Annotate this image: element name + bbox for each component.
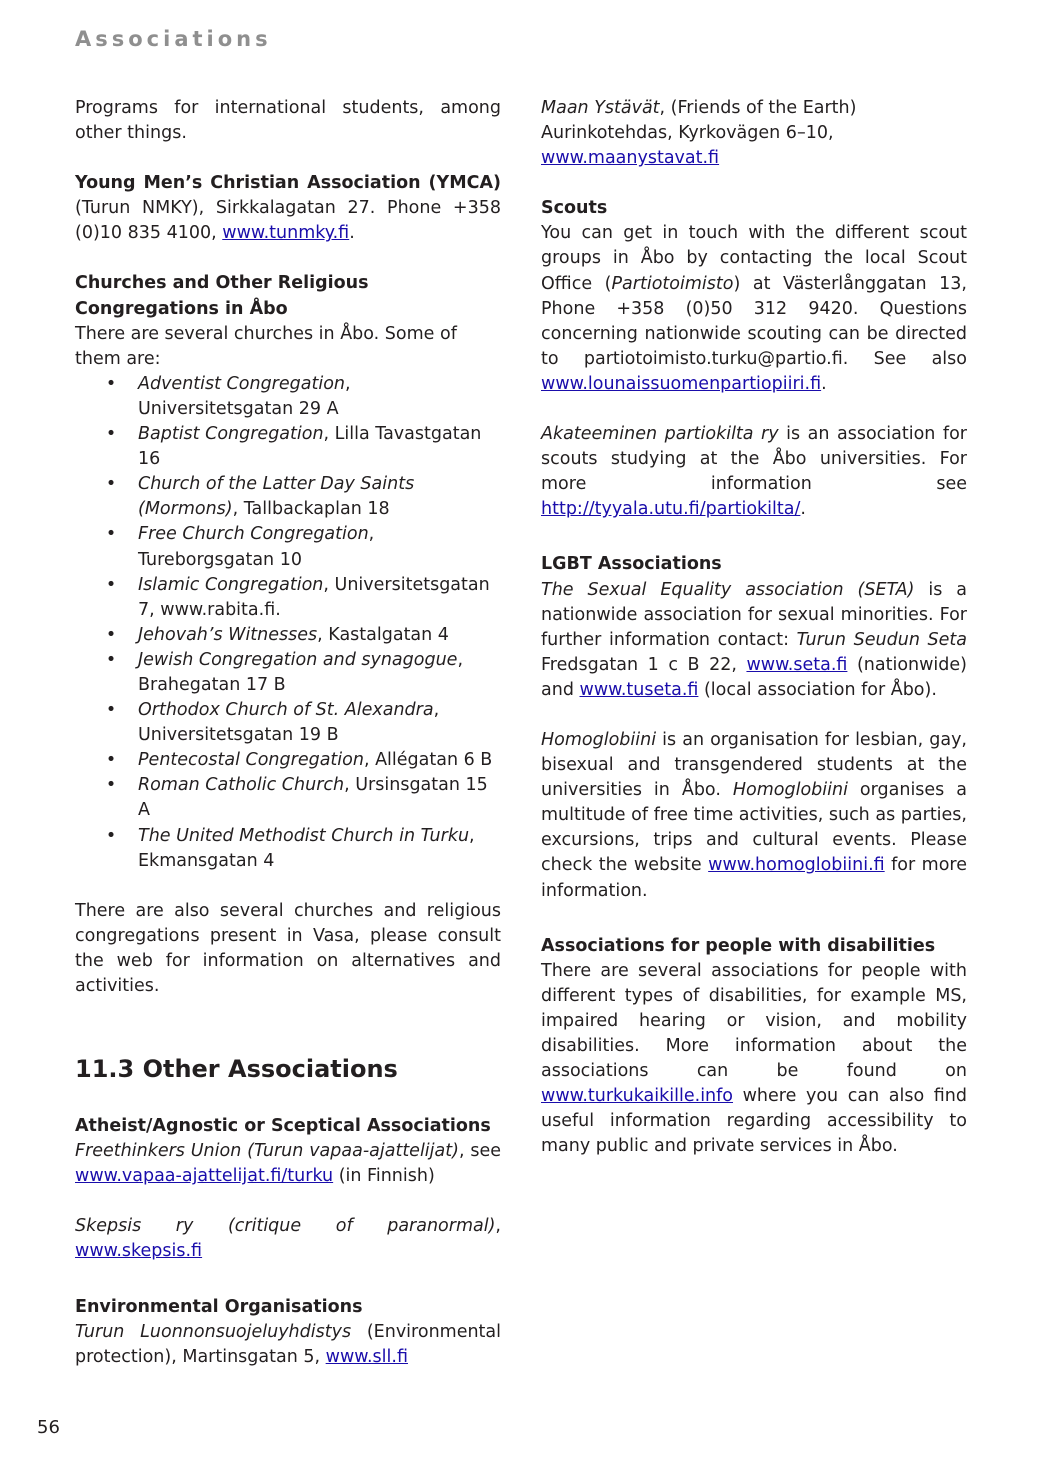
left-column <box>75 96 501 1370</box>
environment-heading: Environmental Organisations <box>75 1296 363 1317</box>
intro-paragraph: Programs for international students, among other things. <box>75 98 501 144</box>
page-number: 56 <box>37 1417 60 1438</box>
church-address: , Universitetsgatan 7, www.rabita.fi. <box>138 574 490 620</box>
bullet-icon: • <box>105 373 117 394</box>
list-item <box>75 698 501 748</box>
scouts-link[interactable]: www.lounaissuomenpartiopiiri.fi <box>541 373 822 394</box>
church-name: The United Methodist Church in Turku <box>138 825 470 846</box>
church-name: Adventist Congregation <box>138 373 346 394</box>
tuseta-link[interactable]: www.tuseta.fi <box>579 679 699 700</box>
running-head: Associations <box>75 27 272 51</box>
bullet-icon: • <box>105 700 117 721</box>
list-item <box>75 573 501 623</box>
church-address: , Allégatan 6 B <box>363 750 493 771</box>
ymca-link[interactable]: www.tunmky.fi <box>222 223 350 244</box>
bullet-icon: • <box>105 775 117 796</box>
church-name: Baptist Congregation <box>138 424 324 445</box>
atheist-paragraph: Freethinkers Union (Turun vapaa-ajattelijat), see www.vapaa-ajattelijat.fi/turku (in Finnish) <box>75 1141 501 1187</box>
bullet-icon: • <box>105 649 117 670</box>
partiokilta-link[interactable]: http://tyyala.utu.fi/partiokilta/ <box>541 499 801 520</box>
church-name: Church of the Latter Day Saints (Mormons) <box>138 474 415 520</box>
churches-heading: Churches and Other Religious Congregations in Åbo <box>75 273 369 319</box>
homoglobiini-link[interactable]: www.homoglobiini.fi <box>708 855 885 876</box>
right-column <box>541 96 967 1159</box>
church-address: , Ursinsgatan 15 A <box>138 775 488 821</box>
maan-link[interactable]: www.maanystavat.fi <box>541 148 720 169</box>
ymca-heading: Young Men’s Christian Association (YMCA) <box>75 173 501 194</box>
disabilities-heading: Associations for people with disabilities <box>541 935 936 956</box>
scouts-paragraph: You can get in touch with the different scout groups in Åbo by contacting the local Scout Office (Partiotoimisto) at Västerlånggatan 13, Phone +358 (0)50 312 9420. Questions concerning nationwide scouting can be directed to partiotoimisto.turku@partio.fi. See also www.lounaissuomenpartiopiiri.fi. <box>541 223 967 394</box>
environment-paragraph: Turun Luonnonsuojeluyhdistys (Environmental protection), Martinsgatan 5, www.sll.fi <box>75 1321 502 1367</box>
ymca-paragraph: Young Men’s Christian Association (YMCA) (Turun NMKY), Sirkkalagatan 27. Phone +358 (0)10 835 4100, www.tunmky.fi. <box>75 173 501 244</box>
section-title: 11.3 Other Associations <box>75 1055 398 1084</box>
list-item <box>75 522 501 572</box>
skepsis-link[interactable]: www.skepsis.fi <box>75 1241 203 1262</box>
church-address: , Lilla Tavastgatan 16 <box>138 424 482 470</box>
bullet-icon: • <box>105 574 117 595</box>
bullet-icon: • <box>105 624 117 645</box>
turkukaikille-link[interactable]: www.turkukaikille.info <box>541 1086 734 1107</box>
church-name: Jehovah’s Witnesses <box>138 624 318 645</box>
bullet-icon: • <box>105 424 117 445</box>
environment-link[interactable]: www.sll.fi <box>325 1346 408 1367</box>
church-address: , Universitetsgatan 29 A <box>138 373 351 419</box>
list-item <box>75 748 501 773</box>
partiokilta-paragraph: Akateeminen partiokilta ry is an association for scouts studying at the Åbo universities. For more information see http://tyyala.utu.fi/partiokilta/. <box>541 424 967 520</box>
bullet-icon: • <box>105 474 117 495</box>
bullet-icon: • <box>105 750 117 771</box>
atheist-heading: Atheist/Agnostic or Sceptical Associations <box>75 1116 491 1137</box>
skepsis-paragraph: Skepsis ry (critique of paranormal), www.skepsis.fi <box>75 1216 501 1262</box>
list-item <box>75 422 501 472</box>
homoglobiini-paragraph: Homoglobiini is an organisation for lesbian, gay, bisexual and transgendered students at the universities in Åbo. Homoglobiini organises a multitude of free time activities, such as parties, excursions, trips and cultural events. Please check the website www.homoglobiini.fi for more information. <box>541 729 967 901</box>
scouts-heading: Scouts <box>541 198 608 219</box>
list-item <box>75 824 501 874</box>
lgbt-paragraph: The Sexual Equality association (SETA) is a nationwide association for sexual minorities. For further information contact: Turun Seudun Seta Fredsgatan 1 c B 22, www.seta.fi (nationwide) and www.tuseta.fi (local association for Åbo). <box>541 579 967 700</box>
church-name: Roman Catholic Church <box>138 775 345 796</box>
church-address: , Tureborgsgatan 10 <box>138 524 375 570</box>
church-name: Islamic Congregation <box>138 574 324 595</box>
bullet-icon: • <box>105 825 117 846</box>
church-name: Orthodox Church of St. Alexandra <box>138 700 434 721</box>
church-name: Jewish Congregation and synagogue <box>138 649 458 670</box>
church-list <box>75 372 501 874</box>
atheist-link[interactable]: www.vapaa-ajattelijat.fi/turku <box>75 1166 334 1187</box>
list-item <box>75 472 501 522</box>
church-address: , Tallbackaplan 18 <box>232 499 390 520</box>
church-address: , Universitetsgatan 19 B <box>138 700 440 746</box>
list-item <box>75 372 501 422</box>
church-address: , Kastalgatan 4 <box>317 624 449 645</box>
list-item <box>75 773 501 823</box>
bullet-icon: • <box>105 524 117 545</box>
disabilities-paragraph: There are several associations for people with different types of disabilities, for example MS, impaired hearing or vision, and mobility disabilities. More information about the associations can be found on www.turkukaikille.info where you can also find useful information regarding accessibility to many public and private services in Åbo. <box>541 960 967 1157</box>
church-address: , Brahegatan 17 B <box>138 649 464 695</box>
vasa-paragraph: There are also several churches and religious congregations present in Vasa, please consult the web for information on alternatives and activities. <box>75 900 501 996</box>
list-item <box>75 648 501 698</box>
church-address: , Ekmansgatan 4 <box>138 825 475 871</box>
lgbt-heading: LGBT Associations <box>541 554 722 575</box>
churches-intro: There are several churches in Åbo. Some of them are: <box>75 323 457 369</box>
list-item <box>75 623 501 648</box>
church-name: Pentecostal Congregation <box>138 750 364 771</box>
church-name: Free Church Congregation <box>138 524 369 545</box>
seta-link[interactable]: www.seta.fi <box>746 654 848 675</box>
maan-paragraph: Maan Ystävät, (Friends of the Earth) Aurinkotehdas, Kyrkovägen 6–10, www.maanystavat.fi <box>541 98 857 169</box>
